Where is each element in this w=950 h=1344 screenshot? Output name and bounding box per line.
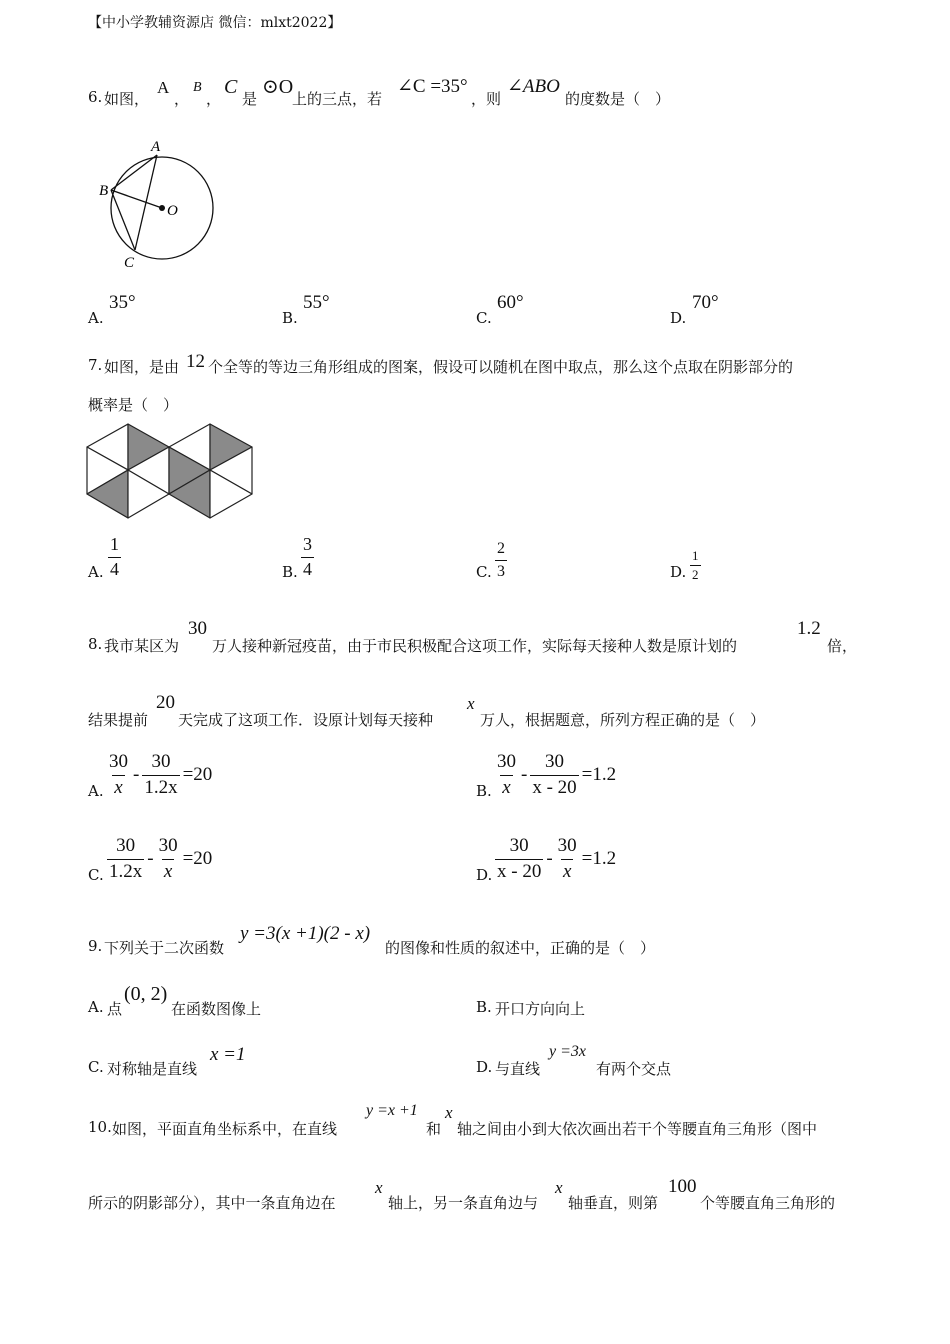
q6-option-a-letter: A.: [88, 309, 104, 327]
q9-text-1: 下列关于二次函数: [104, 939, 225, 957]
q8-a-f1-den: x: [114, 776, 123, 798]
q8-d-f1-den: x - 20: [497, 860, 542, 882]
q8-c-f1-num: 30: [116, 835, 136, 856]
q8-d-minus: -: [546, 848, 553, 870]
q10-text-3: 轴之间由小到大依次画出若干个等腰直角三角形（图中: [457, 1120, 818, 1138]
q9-option-a-text-1: 点: [107, 1000, 123, 1018]
q10-text-2: 和: [426, 1120, 442, 1138]
q7-triangle-pattern: [86, 423, 256, 521]
q8-text-2: 万人接种新冠疫苗，由于市民积极配合这项工作，实际每天接种人数是原计划的: [212, 637, 738, 655]
q10-number: 10.: [88, 1118, 112, 1136]
q8-d-rhs: =1.2: [581, 848, 617, 870]
q9-option-d-text-1: 与直线: [495, 1060, 541, 1078]
q8-option-b-equation: [495, 752, 616, 799]
segment-bo: [111, 190, 162, 208]
q10-text-1: 如图，平面直角坐标系中，在直线: [112, 1120, 338, 1138]
q9-option-c-math: x =1: [210, 1044, 246, 1065]
q8-b-f2-num: 30: [544, 751, 564, 772]
q10-text-4: 所示的阴影部分），其中一条直角边在: [88, 1194, 336, 1212]
q8-option-d-letter: D.: [476, 866, 493, 884]
q8-var-x: x: [467, 694, 475, 713]
center-dot: [159, 205, 165, 211]
q6-circle-figure: [96, 135, 221, 270]
q9-option-b-letter: B.: [476, 998, 492, 1016]
q8-a-minus: -: [133, 764, 140, 786]
q8-c-f2-den: x: [163, 860, 173, 882]
q6-point-c: C: [224, 76, 238, 98]
q10-var-x2: x: [375, 1178, 383, 1197]
q8-c-f1-den: 1.2x: [109, 860, 143, 882]
q7-count: 12: [186, 351, 205, 372]
q8-a-f2-den: 1.2x: [144, 776, 178, 798]
q8-text-4: 结果提前: [88, 711, 149, 729]
q8-days: 20: [156, 692, 175, 713]
q6-option-b-letter: B.: [282, 309, 298, 327]
q8-a-rhs: =20: [182, 764, 213, 786]
q7-option-d-den: 2: [692, 567, 699, 583]
q8-a-f2-num: 30: [151, 751, 171, 772]
q7-option-b-fraction: [301, 535, 314, 580]
q7-option-d-letter: D.: [670, 563, 687, 581]
q6-comma-1: ，: [174, 90, 190, 108]
q9-option-a-text-2: 在函数图像上: [171, 1000, 262, 1018]
q8-number: 8.: [88, 635, 103, 653]
q6-comma-2: ，: [206, 90, 222, 108]
q6-option-a-value: 35°: [109, 292, 136, 313]
label-c: C: [124, 255, 135, 270]
q7-option-b-letter: B.: [282, 563, 298, 581]
q6-text-2: 是: [242, 90, 258, 108]
q8-b-f1-num: 30: [497, 751, 516, 772]
q6-option-d-letter: D.: [670, 309, 687, 327]
q8-option-a-letter: A.: [88, 782, 104, 800]
q8-ratio: 1.2: [797, 618, 821, 639]
q6-text-5: 的度数是（ ）: [565, 90, 671, 108]
q9-option-c-text: 对称轴是直线: [107, 1060, 198, 1078]
q8-b-rhs: =1.2: [581, 764, 617, 786]
q7-option-c-den: 3: [495, 560, 507, 581]
q9-function: y =3(x +1)(2 - x): [240, 923, 371, 944]
q9-option-a-point: (0, 2): [124, 983, 168, 1005]
q8-d-f2-num: 30: [557, 835, 577, 856]
q8-text-6: 万人，根据题意，所列方程正确的是（ ）: [480, 711, 766, 729]
q10-text-5: 轴上，另一条直角边与: [388, 1194, 539, 1212]
q6-point-a: A: [157, 78, 170, 97]
q10-text-6: 轴垂直，则第: [568, 1194, 659, 1212]
q8-b-minus: -: [521, 764, 528, 786]
q7-option-d-fraction: [690, 549, 701, 583]
q9-option-c-letter: C.: [88, 1058, 104, 1076]
q7-text-1: 如图，是由: [104, 358, 180, 376]
q8-option-c-equation: [107, 836, 212, 883]
q6-text-1: 如图，: [104, 90, 150, 108]
q8-total: 30: [188, 618, 207, 639]
q6-option-d-value: 70°: [692, 292, 719, 313]
q7-text-2: 个全等的等边三角形组成的图案，假设可以随机在图中取点，那么这个点取在阴影部分的: [208, 358, 794, 376]
q7-option-a-fraction: [108, 535, 121, 580]
q7-option-c-num: 2: [497, 540, 505, 557]
q7-option-b-num: 3: [303, 534, 312, 554]
q7-text-3: 概率是（ ）: [88, 396, 179, 414]
q8-text-3: 倍，: [827, 637, 858, 655]
q6-option-c-value: 60°: [497, 292, 524, 313]
q8-c-rhs: =20: [182, 848, 213, 870]
q6-number: 6.: [88, 88, 103, 106]
q10-var-x1: x: [445, 1103, 453, 1122]
q6-option-b-value: 55°: [303, 292, 330, 313]
q6-text-4: ，则: [471, 90, 502, 108]
q8-d-f2-den: x: [562, 860, 572, 882]
q9-option-b-text: 开口方向向上: [495, 1000, 586, 1018]
q8-c-f2-num: 30: [158, 835, 178, 856]
q9-number: 9.: [88, 937, 103, 955]
q8-c-minus: -: [147, 848, 154, 870]
q7-option-a-num: 1: [110, 534, 119, 554]
q6-angle-abo: ∠ABO: [507, 76, 560, 97]
q8-text-1: 我市某区为: [104, 637, 180, 655]
q10-count: 100: [668, 1176, 697, 1197]
q8-b-f1-den: x: [502, 776, 511, 798]
q8-option-a-equation: [107, 752, 212, 799]
q8-option-c-letter: C.: [88, 866, 104, 884]
q7-number: 7.: [88, 356, 103, 374]
q8-text-5: 天完成了这项工作．设原计划每天接种: [178, 711, 434, 729]
q8-option-b-letter: B.: [476, 782, 492, 800]
page-header: 【中小学教辅资源店 微信：mlxt2022】: [88, 15, 342, 31]
q10-text-7: 个等腰直角三角形的: [700, 1194, 836, 1212]
q6-point-b: B: [193, 80, 202, 95]
q6-option-c-letter: C.: [476, 309, 492, 327]
q6-text-3: 上的三点，若: [292, 90, 383, 108]
q7-option-b-den: 4: [303, 558, 312, 579]
label-b: B: [99, 183, 109, 199]
q7-option-a-den: 4: [110, 558, 119, 579]
q9-text-2: 的图像和性质的叙述中，正确的是（ ）: [385, 939, 656, 957]
q6-angle-c: ∠C =35°: [397, 76, 468, 97]
q9-option-d-text-2: 有两个交点: [596, 1060, 672, 1078]
q7-option-d-num: 1: [692, 548, 699, 563]
q8-d-f1-num: 30: [509, 835, 529, 856]
q9-option-d-letter: D.: [476, 1058, 493, 1076]
q10-var-x3: x: [555, 1178, 563, 1197]
q10-line-eq: y =x +1: [366, 1102, 418, 1119]
label-o: O: [167, 203, 178, 219]
q6-circle-o: ⊙O: [262, 76, 294, 98]
q8-a-f1-num: 30: [109, 751, 128, 772]
q9-option-d-math: y =3x: [549, 1043, 586, 1060]
q8-option-d-equation: [495, 836, 616, 883]
q7-option-c-fraction: [495, 540, 507, 580]
q8-b-f2-den: x - 20: [532, 776, 577, 798]
q9-option-a-letter: A.: [88, 998, 104, 1016]
label-a: A: [151, 139, 161, 155]
q7-option-a-letter: A.: [88, 563, 104, 581]
q7-option-c-letter: C.: [476, 563, 492, 581]
